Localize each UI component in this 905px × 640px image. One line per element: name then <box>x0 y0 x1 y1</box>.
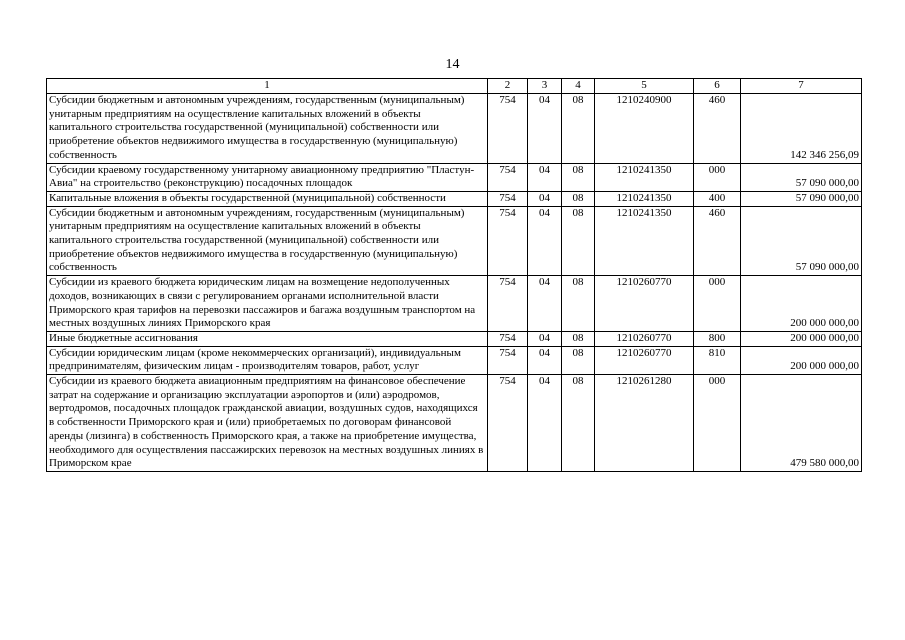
row-expense-type: 000 <box>694 276 741 332</box>
row-ministry-code: 754 <box>488 94 528 164</box>
row-subsection-code: 08 <box>562 163 595 191</box>
row-target-code: 1210240900 <box>595 94 694 164</box>
row-name: Субсидии юридическим лицам (кроме некоммерческих организаций), индивидуальным предпринимателям, физическим лицам - производителям товаров, работ, услуг <box>47 346 488 374</box>
column-header-5: 5 <box>595 79 694 94</box>
table-row <box>47 346 862 374</box>
table-row <box>47 163 862 191</box>
row-amount: 57 090 000,00 <box>741 191 862 206</box>
table-row <box>47 94 862 164</box>
row-name: Субсидии бюджетным и автономным учреждениям, государственным (муниципальным) унитарным предприятиям на осуществление капитальных вложений в объекты капитального строительства государственной (муниципальной) собственности или приобретение объектов недвижимого имущества в государственную (муниципальную) собственность <box>47 206 488 276</box>
row-target-code: 1210261280 <box>595 375 694 472</box>
row-expense-type: 460 <box>694 94 741 164</box>
row-section-code: 04 <box>528 375 562 472</box>
row-target-code: 1210260770 <box>595 276 694 332</box>
table-row <box>47 191 862 206</box>
row-target-code: 1210241350 <box>595 163 694 191</box>
row-name: Субсидии из краевого бюджета юридическим лицам на возмещение недополученных доходов, возникающих в связи с регулированием органами исполнительной власти Приморского края тарифов на перевозки пассажиров и багажа воздушным транспортом на местных воздушных линиях Приморского края <box>47 276 488 332</box>
row-section-code: 04 <box>528 94 562 164</box>
row-amount: 200 000 000,00 <box>741 331 862 346</box>
column-header-3: 3 <box>528 79 562 94</box>
row-name: Субсидии бюджетным и автономным учреждениям, государственным (муниципальным) унитарным предприятиям на осуществление капитальных вложений в объекты капитального строительства государственной (муниципальной) собственности или приобретение объектов недвижимого имущества в государственную (муниципальную) собственность <box>47 94 488 164</box>
row-subsection-code: 08 <box>562 206 595 276</box>
row-section-code: 04 <box>528 206 562 276</box>
row-expense-type: 000 <box>694 375 741 472</box>
row-target-code: 1210260770 <box>595 331 694 346</box>
row-amount: 200 000 000,00 <box>741 346 862 374</box>
row-ministry-code: 754 <box>488 331 528 346</box>
page-number: 14 <box>445 57 460 72</box>
row-ministry-code: 754 <box>488 276 528 332</box>
row-expense-type: 800 <box>694 331 741 346</box>
row-expense-type: 460 <box>694 206 741 276</box>
row-subsection-code: 08 <box>562 331 595 346</box>
row-expense-type: 810 <box>694 346 741 374</box>
row-section-code: 04 <box>528 276 562 332</box>
row-ministry-code: 754 <box>488 206 528 276</box>
column-header-1: 1 <box>47 79 488 94</box>
row-name: Иные бюджетные ассигнования <box>47 331 488 346</box>
row-subsection-code: 08 <box>562 94 595 164</box>
row-expense-type: 400 <box>694 191 741 206</box>
table-row <box>47 375 862 472</box>
budget-table <box>46 78 862 472</box>
row-section-code: 04 <box>528 346 562 374</box>
row-amount: 142 346 256,09 <box>741 94 862 164</box>
row-section-code: 04 <box>528 163 562 191</box>
row-amount: 57 090 000,00 <box>741 163 862 191</box>
row-subsection-code: 08 <box>562 191 595 206</box>
row-ministry-code: 754 <box>488 191 528 206</box>
row-name: Субсидии из краевого бюджета авиационным предприятиям на финансовое обеспечение затрат на содержание и организацию эксплуатации аэропортов и (или) аэродромов, вертодромов, посадочных площадок гражданской авиации, воздушных судов, находящихся в собственности Приморского края и (или) приобретаемых по договорам финансовой аренды (лизинга) в собственность Приморского края, а также на приобретение имущества, необходимого для осуществления пассажирских перевозок на местных воздушных линиях в Приморском крае <box>47 375 488 472</box>
row-amount: 57 090 000,00 <box>741 206 862 276</box>
row-name: Субсидии краевому государственному унитарному авиационному предприятию "Пластун-Авиа" на строительство (реконструкцию) посадочных площадок <box>47 163 488 191</box>
table-body <box>47 94 862 472</box>
row-subsection-code: 08 <box>562 346 595 374</box>
table-row <box>47 276 862 332</box>
row-subsection-code: 08 <box>562 375 595 472</box>
row-expense-type: 000 <box>694 163 741 191</box>
row-subsection-code: 08 <box>562 276 595 332</box>
row-target-code: 1210260770 <box>595 346 694 374</box>
row-target-code: 1210241350 <box>595 191 694 206</box>
row-section-code: 04 <box>528 331 562 346</box>
row-section-code: 04 <box>528 191 562 206</box>
row-amount: 200 000 000,00 <box>741 276 862 332</box>
row-target-code: 1210241350 <box>595 206 694 276</box>
column-header-6: 6 <box>694 79 741 94</box>
row-amount: 479 580 000,00 <box>741 375 862 472</box>
row-name: Капитальные вложения в объекты государственной (муниципальной) собственности <box>47 191 488 206</box>
row-ministry-code: 754 <box>488 375 528 472</box>
row-ministry-code: 754 <box>488 163 528 191</box>
column-header-4: 4 <box>562 79 595 94</box>
row-ministry-code: 754 <box>488 346 528 374</box>
header-row <box>47 79 862 94</box>
table-row <box>47 206 862 276</box>
table-header <box>47 79 862 94</box>
column-header-7: 7 <box>741 79 862 94</box>
column-header-2: 2 <box>488 79 528 94</box>
table-row <box>47 331 862 346</box>
